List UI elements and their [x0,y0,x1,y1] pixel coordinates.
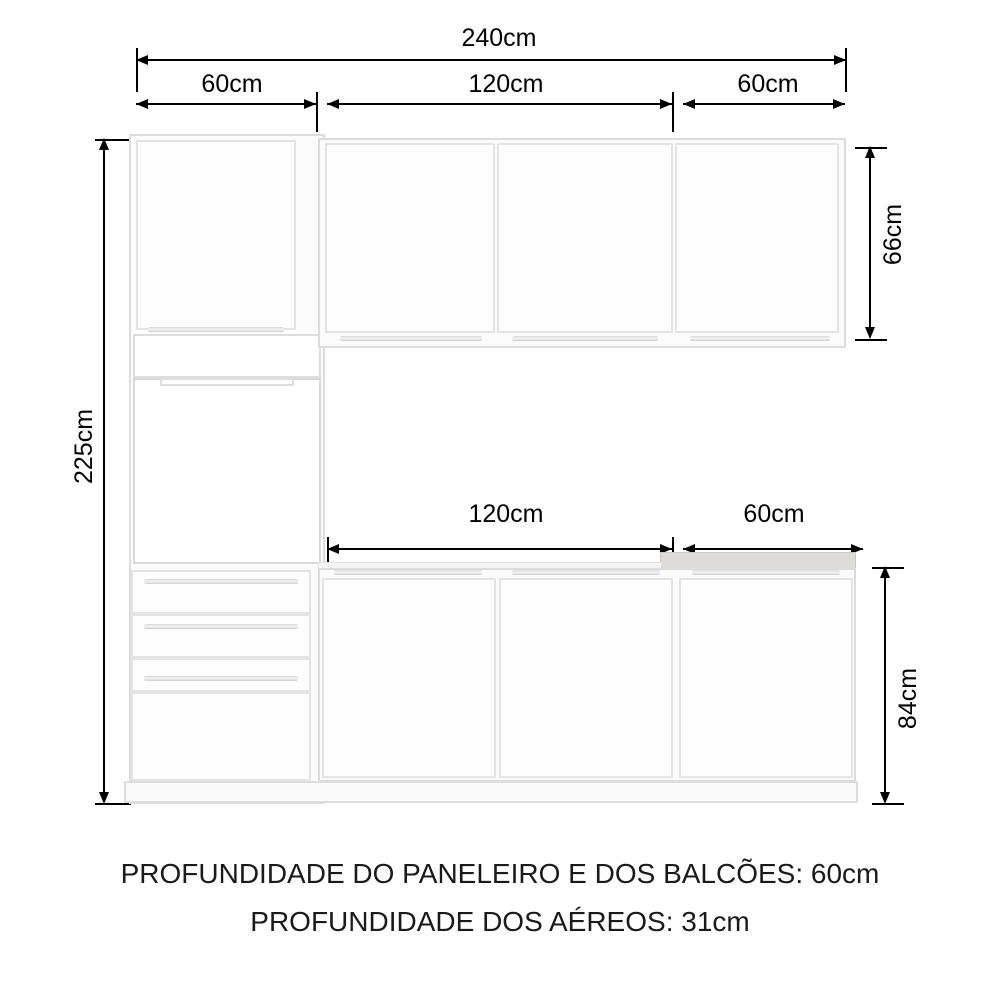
dim-60-right-arrow-right [833,99,845,109]
dim-225-tick-bottom [95,803,131,805]
dim-60-left-tick [316,92,318,132]
dim-84-tick-top [872,567,904,569]
upper-door-3 [675,143,839,333]
dim-60-right-line [683,103,845,105]
caption-line-1: PROFUNDIDADE DO PANELEIRO E DOS BALCÕES: 60cm [120,858,880,889]
dim-60-left-line [136,103,316,105]
upper-door-2 [497,143,673,333]
dim-66-label: 66cm [877,202,910,267]
dim-66-arrow-down [865,327,875,339]
base-door-3 [679,578,853,778]
dim-240-arrow-left [136,55,148,65]
dim-120-bottom-label: 120cm [440,502,572,527]
pantry-drawer-2 [131,614,311,658]
plinth [124,781,858,803]
dim-120-top-tick [672,92,674,132]
upper-door-2-handle [512,336,658,341]
dim-120-top-arrow-left [327,99,339,109]
pantry-drawer-1 [131,570,311,614]
base-door-2 [499,578,673,778]
upper-door-3-handle [690,336,830,341]
pantry-bottom-door [131,692,311,781]
base-door-1-handle [334,570,482,575]
dim-66-tick-bottom [855,339,887,341]
dim-240-label: 240cm [438,26,560,51]
dim-60-bottom-label: 60cm [718,502,830,527]
base-door-1 [322,578,496,778]
dim-225-label: 225cm [68,407,101,486]
dim-60-left-arrow-left [136,99,148,109]
dim-60-left-arrow-right [304,99,316,109]
upper-door-1-handle [340,336,482,341]
dim-60-right-arrow-left [683,99,695,109]
dim-240-line [136,59,846,61]
dim-225-line [103,142,105,802]
pantry-drawer-3-handle [144,676,298,681]
pantry-niche [133,378,321,564]
dim-240-tick-left [136,48,138,92]
dim-120-bottom-arrow-left [327,544,339,554]
dim-84-label: 84cm [892,666,925,731]
pantry-niche-inner-shelf [160,378,294,386]
dim-84-line [884,570,886,802]
dim-120-top-arrow-right [660,99,672,109]
dim-120-bottom-line [327,548,672,550]
base-door-3-handle [692,570,840,575]
dim-84-tick-bottom [872,803,904,805]
dim-66-tick-top [855,147,887,149]
dim-60-right-label: 60cm [712,72,824,97]
pantry-drawer-3 [131,658,311,692]
pantry-drawer-2-handle [144,624,298,629]
upper-door-1 [325,143,495,333]
dim-60-left-label: 60cm [176,72,288,97]
pantry-top-door [136,140,296,330]
caption-line-2: PROFUNDIDADE DOS AÉREOS: 31cm [250,906,750,937]
dim-60-bottom-line [683,548,863,550]
base-door-2-handle [512,570,660,575]
dim-120-top-line [327,103,672,105]
dim-225-tick-top [95,139,131,141]
pantry-top-door-handle [148,327,284,332]
pantry-drawer-1-handle [144,579,298,584]
dim-240-tick-right [845,48,847,92]
dim-66-line [869,150,871,336]
pantry-open-shelf [133,334,321,378]
dim-120-top-label: 120cm [440,72,572,97]
